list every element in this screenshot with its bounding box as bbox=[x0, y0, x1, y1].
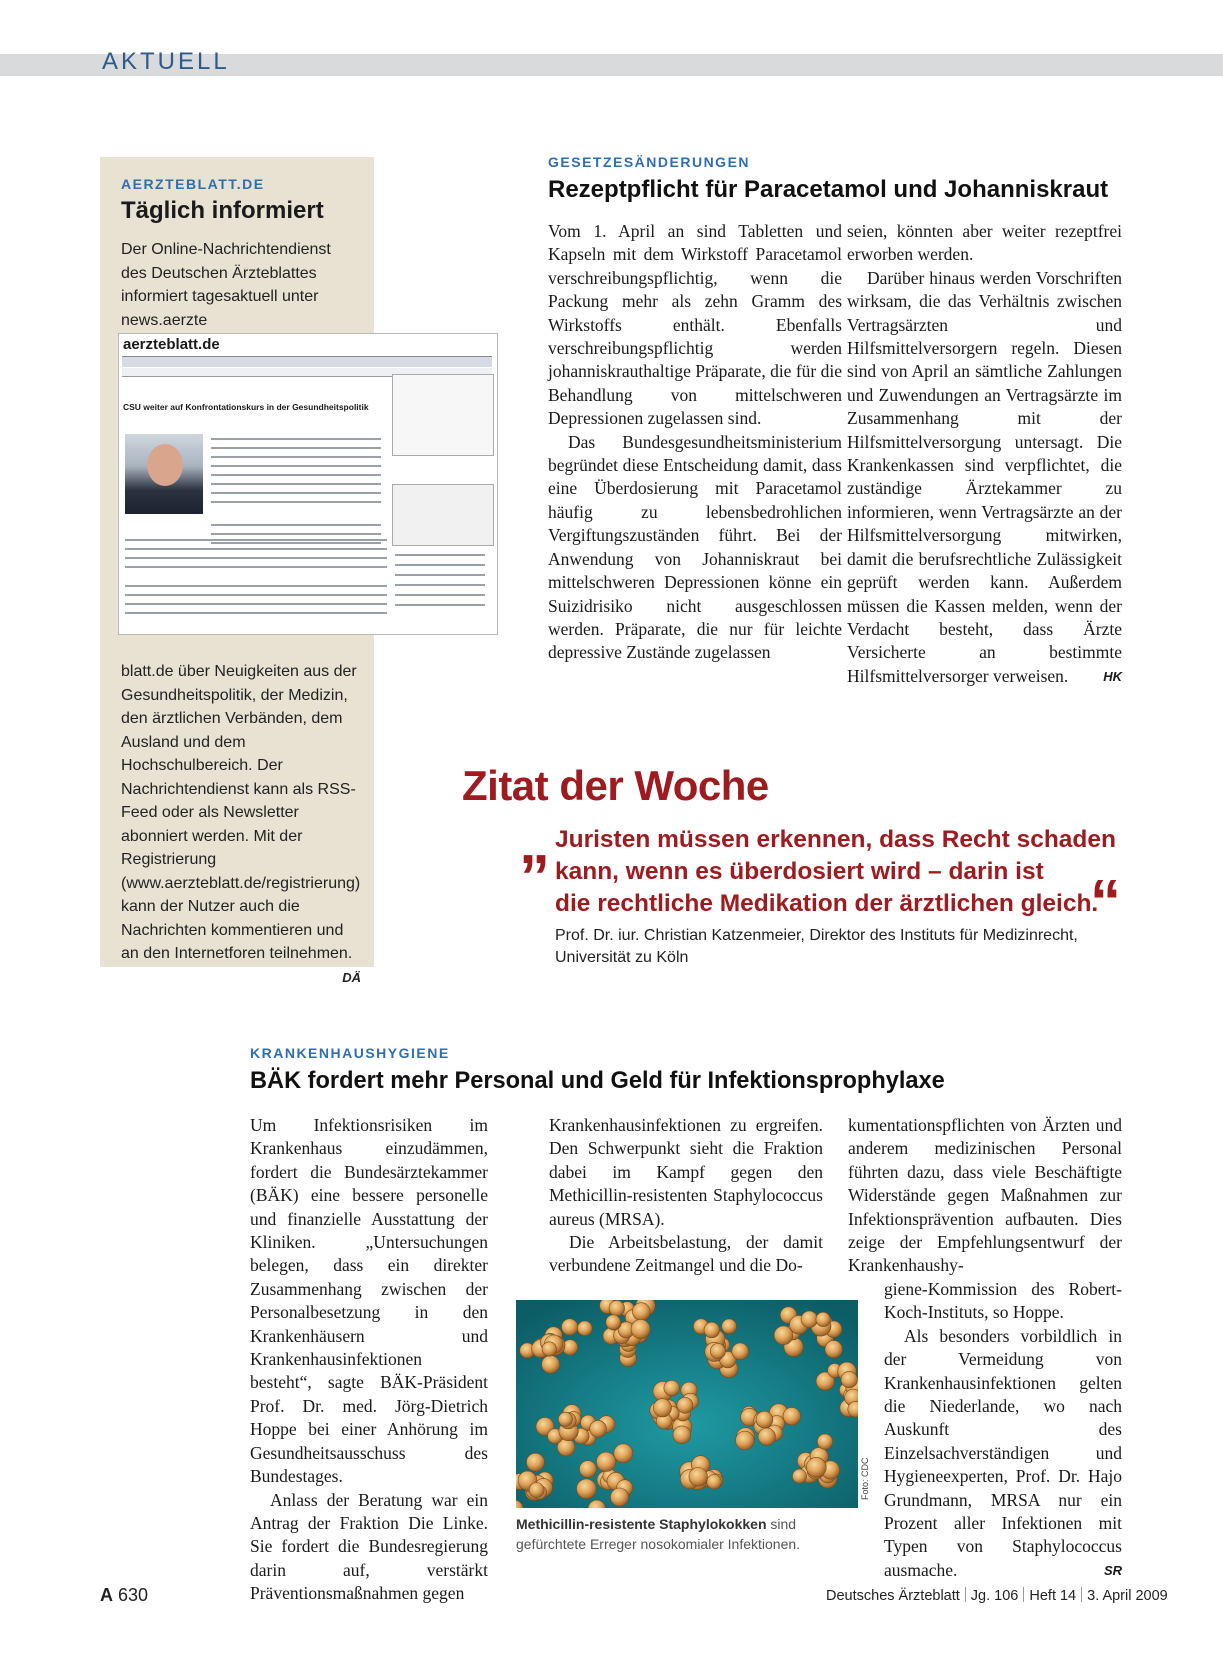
footer-journal: Deutsches Ärzteblatt bbox=[826, 1588, 960, 1604]
article2-paragraph: Anlass der Beratung war ein Antrag der Fraktion Die Linke. Sie fordert die Bundesregierung darin auf, verstärkt Präventionsmaßnahmen gegen bbox=[250, 1489, 488, 1604]
bacterium-cell bbox=[577, 1479, 597, 1499]
bacterium-cell bbox=[529, 1483, 544, 1498]
screenshot-logo: aerzteblatt.de bbox=[123, 336, 220, 353]
footer-date: 3. April 2009 bbox=[1087, 1588, 1168, 1604]
bacterium-cell bbox=[689, 1468, 708, 1487]
article1-paragraph-last bbox=[847, 267, 1122, 688]
bacterium-cell bbox=[610, 1488, 628, 1506]
bacterium-cell bbox=[614, 1444, 633, 1463]
bacterium-cell bbox=[758, 1428, 775, 1445]
article1-paragraph-text: Darüber hinaus werden Vorschriften wirksam, die das Verhältnis zwischen Vertragsärzten und Hilfsmittelversorgern regeln. Diesen sind von April an sämtliche Zahlungen und Zuwendungen an Vertragsärzte im Zusammenhang mit der Hilfsmittelversorgung untersagt. Die Krankenkassen sind verpflichtet, die zuständige Ärztekammer zu informieren, wenn Vertragsärzte an der Hilfsmittelversorgung mitwirken, damit die berufsrechtliche Zulässigkeit geprüft werden kann. Außerdem müssen die Kassen melden, wenn der Verdacht besteht, dass Ärzte Versicherte an bestimmte Hilfsmittelversorger verweisen. bbox=[847, 267, 1122, 686]
bacterium-cell bbox=[631, 1320, 650, 1339]
bacterium-cell bbox=[577, 1321, 592, 1336]
quote-close-mark: “ bbox=[1090, 868, 1121, 937]
bacterium-cell bbox=[653, 1399, 671, 1417]
bacterium-cell bbox=[596, 1452, 615, 1471]
page-number bbox=[100, 1585, 148, 1606]
photo-credit: Foto: CDC bbox=[860, 1457, 870, 1500]
sidebar-signature: DÄ bbox=[342, 969, 361, 985]
article2-paragraph-last bbox=[884, 1325, 1122, 1582]
article2-paragraph: Um Infektionsrisiken im Krankenhaus einzudämmen, fordert die Bundesärztekammer (BÄK) eine bessere personelle und finanzielle Ausstattung der Kliniken. „Untersuchungen belegen, dass ein direkter Zusammenhang zwischen der Personalbesetzung in den Krankenhäusern und Krankenhausinfektionen besteht“, sagte BÄK-Präsident Prof. Dr. med. Jörg-Dietrich Hoppe bei einer Anhörung im Gesundheitsausschuss des Bundestages. bbox=[250, 1115, 488, 1487]
page-prefix: A bbox=[100, 1585, 113, 1605]
bacterium-cell bbox=[704, 1322, 720, 1338]
bacterium-cell bbox=[664, 1380, 680, 1396]
bacterium-cell bbox=[756, 1411, 773, 1428]
article1-paragraph: seien, könnten aber weiter rezeptfrei erworben werden. bbox=[847, 221, 1122, 265]
bacterium-cell bbox=[732, 1343, 749, 1360]
bacterium-cell bbox=[542, 1355, 560, 1373]
article2-column-3-bottom bbox=[884, 1278, 1122, 1582]
quote-line-2: kann, wenn es überdosiert wird – darin ist bbox=[555, 858, 1044, 885]
article2-headline: BÄK fordert mehr Personal und Geld für Infektionsprophylaxe bbox=[250, 1067, 945, 1094]
article1-column-2 bbox=[847, 220, 1122, 688]
article2-column-2 bbox=[549, 1114, 823, 1278]
bacterium-cell bbox=[562, 1319, 578, 1335]
bacterium-cell bbox=[673, 1426, 691, 1444]
article1-kicker: GESETZESÄNDERUNGEN bbox=[548, 154, 751, 170]
article2-paragraph: Krankenhausinfektionen zu ergreifen. Den Schwerpunkt sieht die Fraktion dabei im Kampf gegen den Methicillin-resistenten Staphylococcus aureus (MRSA). bbox=[549, 1115, 823, 1229]
quote-line-3: die rechtliche Medikation der ärztlichen gleich. bbox=[555, 890, 1099, 917]
footer-issue: Heft 14 bbox=[1029, 1588, 1077, 1604]
bacterium-cell bbox=[677, 1397, 693, 1413]
article1-column-1 bbox=[548, 220, 842, 665]
article1-paragraph: Vom 1. April an sind Tabletten und Kapseln mit dem Wirkstoff Paracetamol verschreibungspflichtig, wenn die Packung mehr als zehn Gramm des Wirkstoffs enthält. Ebenfalls verschreibungspflichtig werden johanniskrauthaltige Präparate, die für die Behandlung von mittelschweren Depressionen zugelassen sind. bbox=[548, 221, 842, 429]
page-number-value: 630 bbox=[118, 1585, 149, 1605]
screenshot-calendar bbox=[392, 484, 494, 546]
screenshot-headline: CSU weiter auf Konfrontationskurs in der Gesundheitspolitik bbox=[123, 402, 369, 412]
bacterium-cell bbox=[841, 1371, 857, 1387]
bacterium-cell bbox=[526, 1453, 544, 1471]
quote-line-1: Juristen müssen erkennen, dass Recht schaden bbox=[555, 826, 1116, 853]
bacterium-cell bbox=[792, 1469, 806, 1483]
image-caption bbox=[516, 1514, 856, 1554]
bacterium-cell bbox=[710, 1344, 725, 1359]
bacterium-cell bbox=[707, 1475, 722, 1490]
screenshot-nav-bar bbox=[122, 356, 492, 367]
sidebar-text-intro: Der Online-Nachrichtendienst des Deutschen Ärzteblattes informiert tagesaktuell unter news.aerzte bbox=[121, 241, 331, 329]
bacterium-cell bbox=[606, 1315, 621, 1330]
quote-of-the-week-title: Zitat der Woche bbox=[462, 762, 769, 809]
bacterium-cell bbox=[817, 1434, 832, 1449]
bacterium-cell bbox=[783, 1408, 801, 1426]
article2-column-1 bbox=[250, 1114, 488, 1606]
quote-attribution: Prof. Dr. iur. Christian Katzenmeier, Direktor des Instituts für Medizinrecht, Universität zu Köln bbox=[555, 927, 1078, 966]
section-label: AKTUELL bbox=[102, 48, 230, 75]
bacterium-cell bbox=[722, 1319, 737, 1334]
bacterium-cell bbox=[801, 1311, 818, 1328]
bacterium-cell bbox=[558, 1412, 572, 1426]
sidebar-text-body bbox=[121, 660, 361, 989]
article1-headline: Rezeptpflicht für Paracetamol und Johanniskraut bbox=[548, 176, 1109, 203]
bacterium-cell bbox=[542, 1342, 556, 1356]
bacterium-cell bbox=[590, 1420, 607, 1437]
bacterium-cell bbox=[736, 1431, 755, 1450]
article2-column-3-top bbox=[848, 1114, 1122, 1278]
staphylococcus-micrograph bbox=[516, 1300, 858, 1508]
article2-paragraph: Die Arbeitsbelastung, der damit verbundene Zeitmangel und die Do- bbox=[549, 1232, 823, 1276]
bacterium-cell bbox=[816, 1312, 830, 1326]
sidebar-kicker: AERZTEBLATT.DE bbox=[121, 176, 265, 192]
sidebar-text-body-content: blatt.de über Neuigkeiten aus der Gesundheitspolitik, der Medizin, den ärztlichen Verbänden, dem Ausland und dem Hochschulbereich. Der Nachrichtendienst kann als RSS-Feed oder als Newsletter abonniert werden. Mit der Registrierung (www.aerzteblatt.de/registrierung) kann der Nutzer auch die Nachrichten kommentieren und an den Internetforen teilnehmen. bbox=[121, 663, 361, 962]
screenshot-sidebar-box bbox=[392, 374, 494, 456]
bacterium-cell bbox=[579, 1461, 596, 1478]
bacterium-cell bbox=[632, 1303, 650, 1321]
article1-signature: HK bbox=[1103, 668, 1122, 684]
quote-open-mark: „ bbox=[519, 808, 550, 877]
bacterium-cell bbox=[806, 1457, 826, 1477]
article2-kicker: KRANKENHAUSHYGIENE bbox=[250, 1045, 450, 1061]
screenshot-portrait-photo bbox=[125, 434, 203, 514]
article2-paragraph-text: Als besonders vorbildlich in der Vermeidung von Krankenhausinfektionen gelten die Niederlande, wo nach Auskunft des Einzelsachverständigen und Hygieneexperten, Prof. Dr. Hajo Grundmann, MRSA nur ein Prozent aller Infektionen mit Typen von Staphylococcus ausmache. bbox=[884, 1325, 1122, 1580]
caption-bold: Methicillin-resistente Staphylokokken bbox=[516, 1516, 767, 1532]
website-screenshot bbox=[118, 333, 498, 635]
article2-paragraph: giene-Kommission des Robert-Koch-Instituts, so Hoppe. bbox=[884, 1279, 1122, 1323]
article2-paragraph: kumentationspflichten von Ärzten und anderem medizinischen Personal führten dazu, dass viele Beschäftigte Widerstände gegen Maßnahmen zur Infektionsprävention aufbauten. Dies zeige der Empfehlungsentwurf der Krankenhaushy- bbox=[848, 1115, 1122, 1276]
sidebar-title: Täglich informiert bbox=[121, 197, 324, 224]
article2-signature: SR bbox=[1103, 1562, 1122, 1578]
bacterium-cell bbox=[825, 1341, 842, 1358]
bacterium-cell bbox=[609, 1301, 625, 1317]
footer-info bbox=[826, 1587, 1168, 1604]
article1-paragraph: Das Bundesgesundheitsministerium begründet diese Entscheidung damit, dass eine Überdosierung mit Paracetamol häufig zu lebensbedrohlichen Vergiftungszuständen führt. Bei der Anwendung von Johanniskraut bei mittelschweren Depressionen könne ein Suizidrisiko nicht ausgeschlossen werden. Präparate, die nur für leichte depressive Zustände zugelassen bbox=[548, 431, 842, 663]
micrograph-svg bbox=[516, 1300, 858, 1508]
caption-text: sind gefürchtete Erreger nosokomialer Infektionen. bbox=[516, 1516, 801, 1552]
footer-volume: Jg. 106 bbox=[970, 1588, 1019, 1604]
